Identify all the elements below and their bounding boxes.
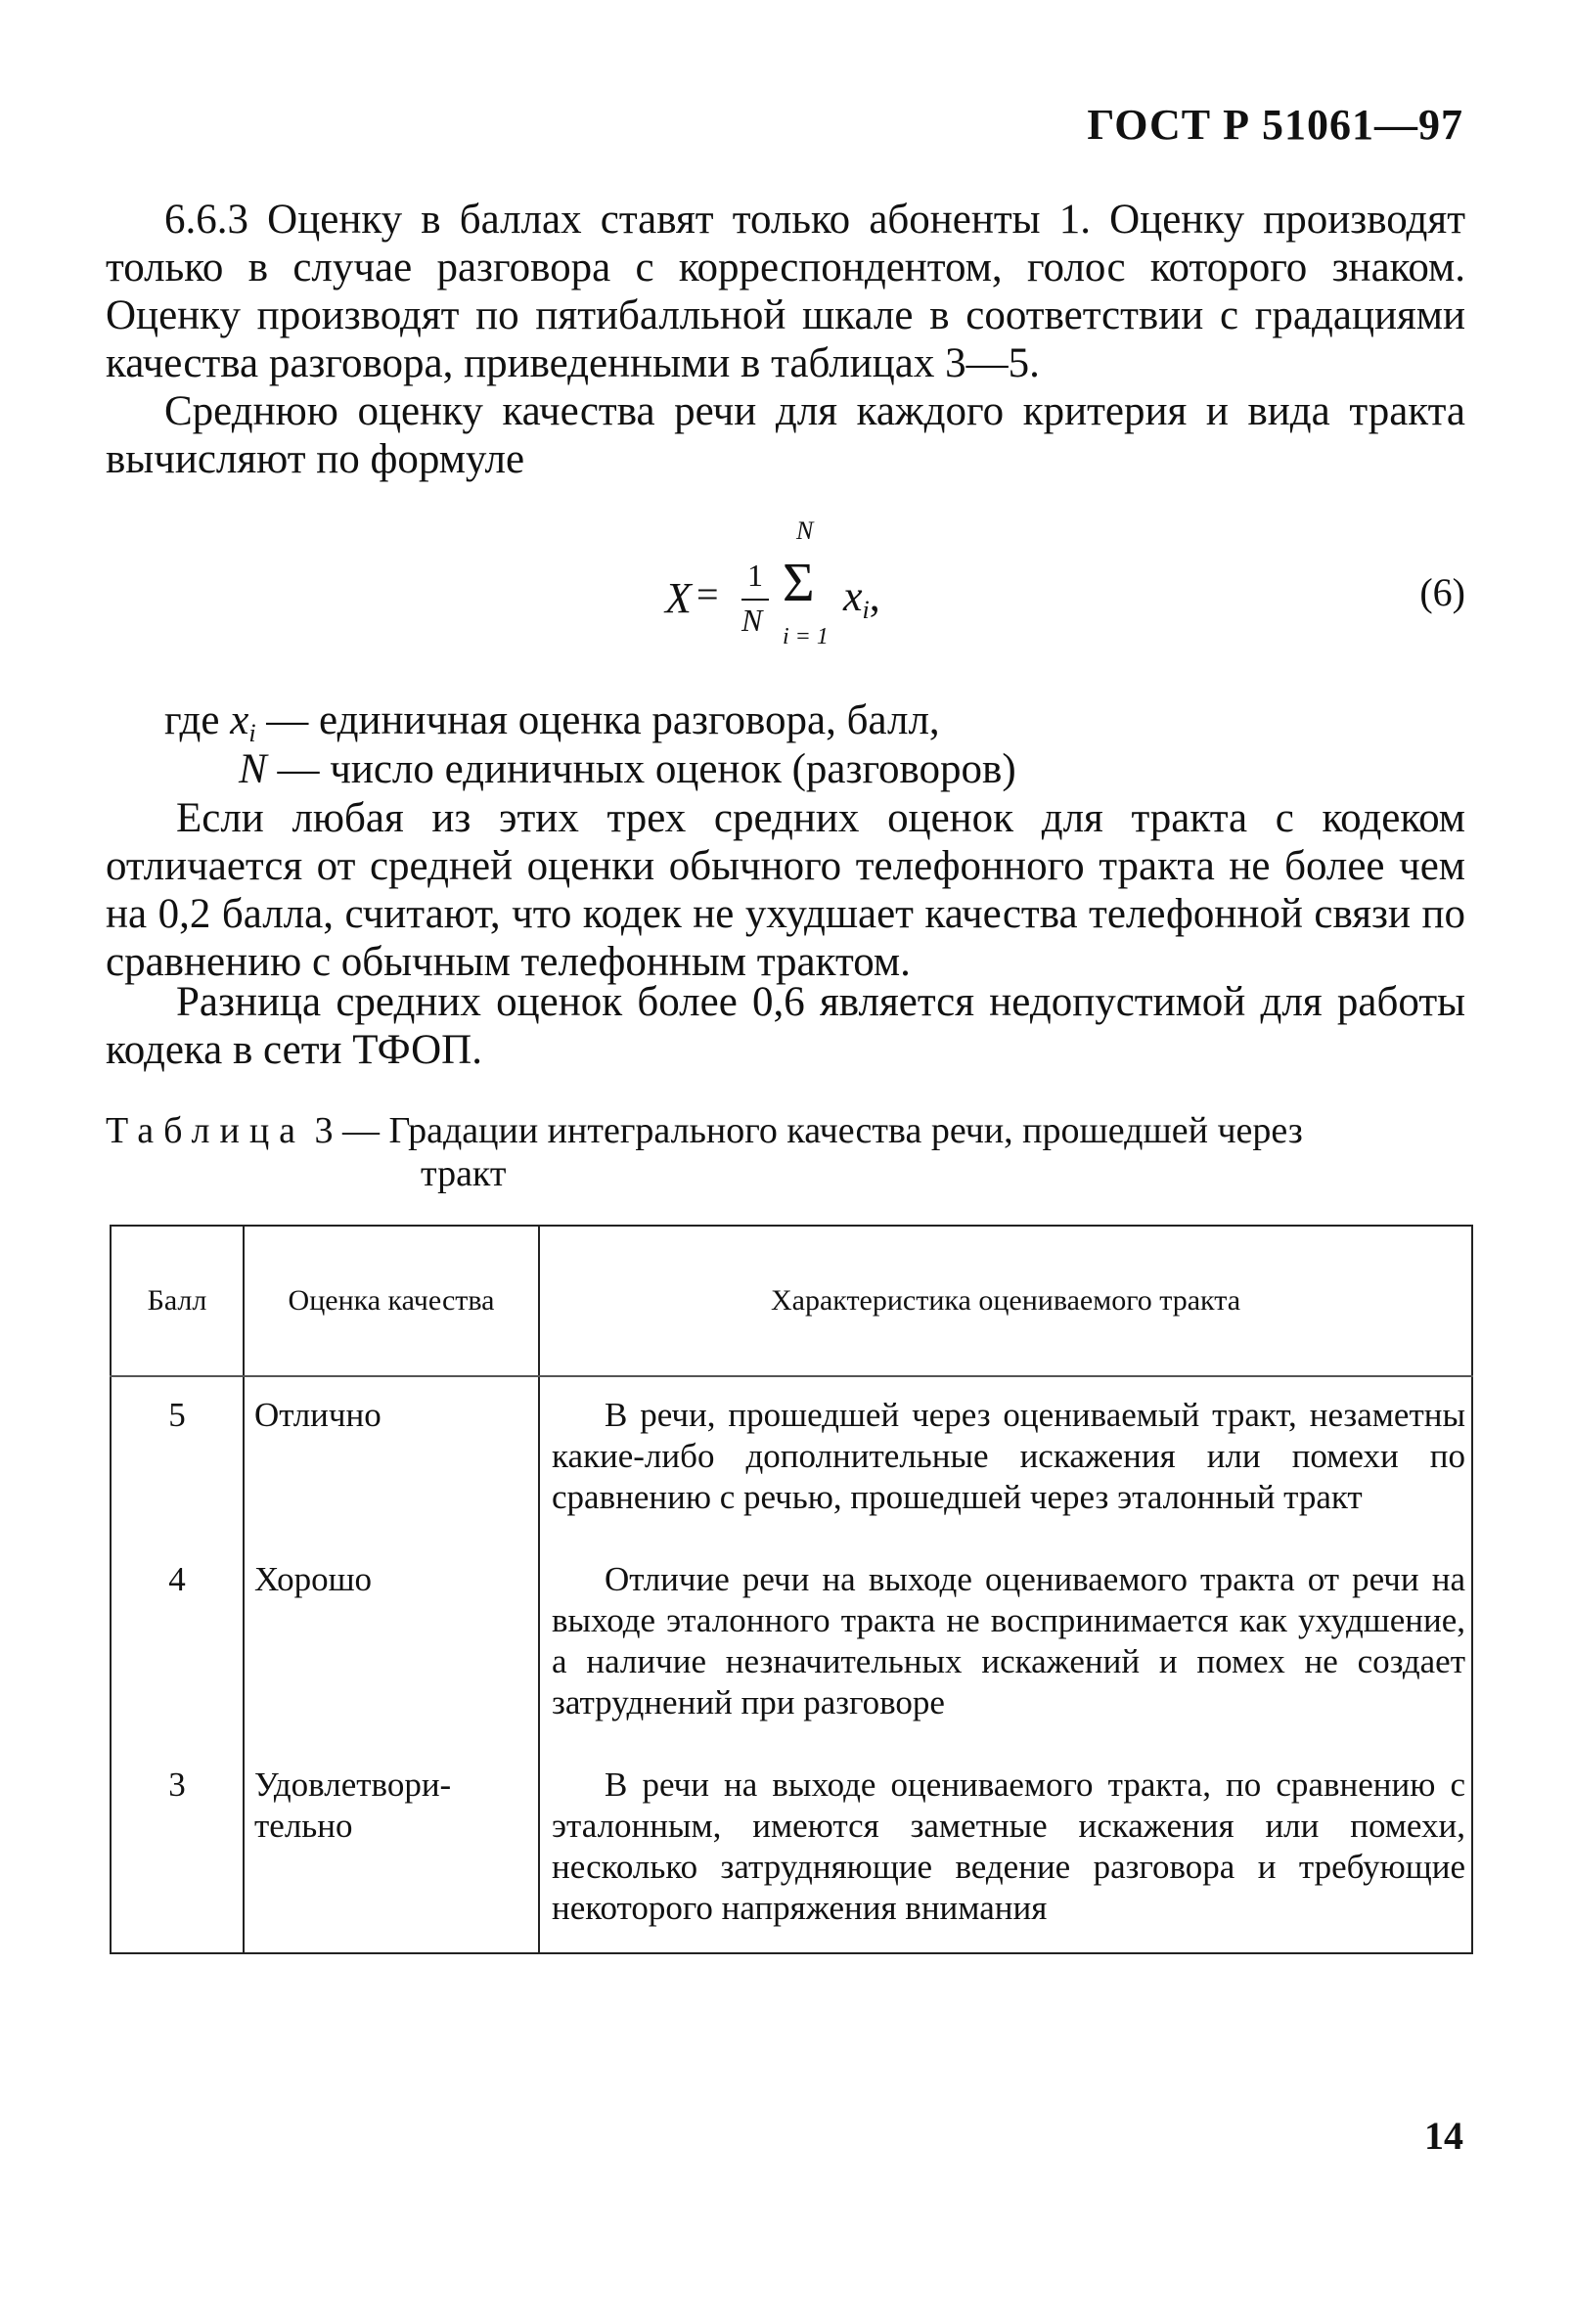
cell-description: В речи на выходе оцениваемого тракта, по сравнению с эталонным, имеются заметные искажения или помехи, несколько затрудняющие ведение разговора и требующие некоторого напряжения внимания	[539, 1747, 1472, 1953]
where-line-xi	[164, 696, 940, 748]
table-row	[111, 1542, 1472, 1747]
where-var-n: N	[239, 746, 267, 792]
formula-fraction-bar	[741, 599, 769, 601]
where-def-x: — единичная оценка разговора, балл,	[255, 697, 940, 743]
where-prefix: где	[164, 697, 231, 743]
formula-fraction-numerator: 1	[747, 558, 763, 593]
formula-sum-upper-limit: N	[796, 516, 814, 545]
where-def-n: — число единичных оценок (разговоров)	[266, 746, 1016, 792]
header-score: Балл	[111, 1226, 244, 1376]
cell-grade: Удовлетвори-тельно	[244, 1747, 539, 1953]
cell-grade: Отлично	[244, 1376, 539, 1542]
where-var-x: x	[230, 697, 249, 743]
table-caption-line2: тракт	[421, 1153, 507, 1194]
formula-fraction-denominator: N	[741, 603, 763, 638]
cell-description: Отличие речи на выходе оцениваемого тракта от речи на выходе эталонного тракта не воспринимается как ухудшение, а наличие незначительных искажений и помех не создает затруднений при разговоре	[539, 1542, 1472, 1747]
header-grade: Оценка качества	[244, 1226, 539, 1376]
cell-score: 4	[111, 1542, 244, 1747]
header-description: Характеристика оцениваемого тракта	[539, 1226, 1472, 1376]
formula-6	[0, 509, 1571, 655]
formula-equals: =	[696, 572, 719, 616]
page-number: 14	[1424, 2114, 1463, 2158]
formula-sum-symbol: Σ	[783, 553, 815, 613]
table-row	[111, 1376, 1472, 1542]
cell-score: 3	[111, 1747, 244, 1953]
cell-description: В речи, прошедшей через оцениваемый тракт, незаметны какие-либо дополнительные искажения или помехи по сравнению с речью, прошедшей через эталонный тракт	[539, 1376, 1472, 1542]
formula-trailing-comma: ,	[869, 572, 880, 620]
paragraph-formula-intro: Среднюю оценку качества речи для каждого критерия и вида тракта вычисляют по формуле	[106, 388, 1465, 482]
table-header-row	[111, 1226, 1472, 1376]
formula-lhs: X	[665, 574, 692, 622]
paragraph-6-6-3: 6.6.3 Оценку в баллах ставят только абоненты 1. Оценку производят только в случае разговора с корреспондентом, голос которого знаком. Оценку производят по пятибалльной шкале в соответствии с градациями качества разговора, приведенными в таблицах 3—5.	[106, 197, 1465, 386]
formula-term	[843, 571, 880, 625]
cell-score: 5	[111, 1376, 244, 1542]
table-caption	[106, 1109, 1475, 1195]
document-number: ГОСТ Р 51061—97	[1087, 101, 1463, 149]
where-line-n	[239, 745, 1016, 793]
paragraph-difference-limit: Разница средних оценок более 0,6 является недопустимой для работы кодека в сети ТФОП.	[106, 979, 1465, 1073]
paragraph-codec-criteria: Если любая из этих трех средних оценок для тракта с кодеком отличается от средней оценки обычного телефонного тракта не более чем на 0,2 балла, считают, что кодек не ухудшает качества телефонной связи по сравнению с обычным телефонным трактом.	[106, 795, 1465, 985]
formula-term-var: x	[843, 572, 863, 620]
formula-sum-lower-limit: i = 1	[783, 624, 829, 649]
formula-term-subscript: i	[862, 596, 870, 624]
table-row	[111, 1747, 1472, 1953]
where-var-x-subscript: i	[248, 719, 256, 747]
quality-grades-table	[110, 1225, 1473, 1954]
table-caption-word: Таблица	[106, 1110, 306, 1151]
table-caption-text: 3 — Градации интегрального качества речи, прошедшей через	[305, 1110, 1303, 1151]
cell-grade: Хорошо	[244, 1542, 539, 1747]
formula-number: (6)	[1419, 570, 1465, 614]
